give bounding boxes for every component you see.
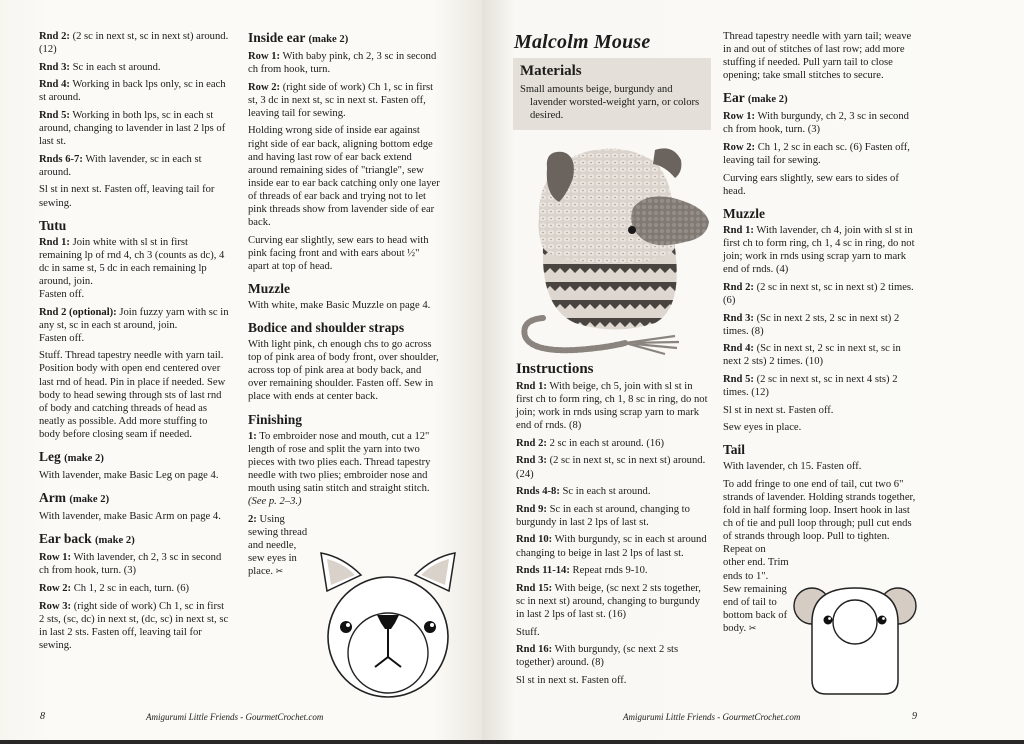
ear-back-row-1: Row 1: With lavender, ch 2, 3 sc in second ch from hook, turn. (3) — [39, 552, 222, 577]
left-footer: Amigurumi Little Friends - GourmetCrochet.com — [146, 712, 324, 722]
leg-text: With lavender, make Basic Leg on page 4. — [39, 470, 219, 482]
right-page-number: 9 — [912, 711, 917, 722]
materials-heading: Materials — [520, 63, 582, 79]
instruction-rnd-9: Rnd 9: Sc in each st around, changing to burgundy in last 2 lps of last st. — [516, 503, 690, 528]
mouse-face-diagram — [790, 582, 920, 700]
inside-ear-curving: Curving ear slightly, sew ears to head with pink facing front and with ears about ½" apart at top of head. — [248, 234, 429, 272]
right-footer: Amigurumi Little Friends - GourmetCrochet.com — [623, 712, 801, 722]
tutu-rnd-1: Rnd 1: Join white with sl st in first remaining lp of rnd 4, ch 3 (counts as dc), 4 dc in same st, 5 dc in each remaining lp around, join. Fasten off. — [39, 236, 225, 300]
materials-text: Small amounts beige, burgundy and lavender worsted-weight yarn, or colors desired. — [520, 84, 700, 121]
instruction-rnds-4-8: Rnds 4-8: Sc in each st around. — [516, 486, 651, 498]
ear-row-1: Row 1: With burgundy, ch 2, 3 sc in second ch from hook, turn. (3) — [723, 111, 909, 136]
page-bottom-edge — [0, 740, 1024, 744]
tail-line-1: With lavender, ch 15. Fasten off. — [723, 461, 862, 473]
finishing-step-2: 2: Using sewing thread and needle, sew eyes in place. ✂ — [248, 513, 308, 577]
section-heading-arm: Arm (make 2) — [39, 490, 110, 506]
section-heading-muzzle-right: Muzzle — [723, 205, 765, 221]
bodice-text: With light pink, ch enough chs to go across top of pink area of body front, over shoulder, across top of pink area at body back, and over remaining shoulder. Fasten off. Sew in place with ends at center back. — [248, 339, 439, 403]
section-heading-ear-back: Ear back (make 2) — [39, 531, 135, 547]
instruction-rnd-5: Rnd 5: Working in both lps, sc in each st around, changing to lavender in last 2 lps of last st. — [39, 109, 226, 148]
instruction-rnd-2: Rnd 2: 2 sc in each st around. (16) — [516, 437, 665, 449]
right-column-instructions — [516, 362, 710, 691]
section-heading-ear: Ear (make 2) — [723, 90, 788, 106]
instruction-rnd-3: Rnd 3: (2 sc in next st, sc in next st) around. (24) — [516, 455, 706, 480]
left-column-1 — [39, 30, 229, 656]
section-heading-muzzle: Muzzle — [248, 281, 290, 296]
muzzle-rnd-2: Rnd 2: (2 sc in next st, sc in next st) 2 times. (6) — [723, 281, 914, 306]
muzzle-rnd-5: Rnd 5: (2 sc in next st, sc in next 4 sts) 2 times. (12) — [723, 373, 898, 398]
ear-back-row-2: Row 2: Ch 1, 2 sc in each, turn. (6) — [39, 582, 190, 594]
muzzle-rnd-1: Rnd 1: With lavender, ch 4, join with sl st in first ch to form ring, ch 1, 4 sc in ring, do not join; work in rnds using scrap yarn to mark end of rnds. (4) — [723, 224, 915, 276]
instruction-rnd-1: Rnd 1: With beige, ch 5, join with sl st in first ch to form ring, ch 1, 8 sc in ring, do not join; work in rnds using scrap yarn to mark end of rnds. (8) — [516, 381, 708, 432]
pattern-title: Malcolm Mouse — [514, 31, 651, 53]
finishing-step-1: 1: To embroider nose and mouth, cut a 12" length of rose and split the yarn into two pieces with two plies each. Thread tapestry needle with two plies; embroider nose and mouth using satin stitch and straight stitch. (See p. 2–3.) — [248, 430, 431, 508]
muzzle-rnd-3: Rnd 3: (Sc in next 2 sts, 2 sc in next st) 2 times. (8) — [723, 312, 900, 337]
scissors-end-icon: ✂ — [748, 622, 757, 633]
tutu-stuff: Stuff. Thread tapestry needle with yarn tail. Position body with open end centered over last rnd of head. Pin in place if needed. Sew body to head sewing through sts of last rnd of body and catching threads of head as neatly as possible. Add more stuffing to body before closing seam if needed. — [39, 350, 226, 440]
thread-needle-text: Thread tapestry needle with yarn tail; weave in and out of stitches of last row; add more stuffing if needed. Pull yarn tail to close opening; take small stitches to secure. — [723, 31, 912, 82]
instruction-stuff: Stuff. — [516, 626, 540, 638]
instruction-rnd-2: Rnd 2: (2 sc in next st, sc in next st) around. (12) — [39, 31, 229, 56]
section-heading-bodice: Bodice and shoulder straps — [248, 320, 405, 336]
inside-ear-row-2: Row 2: (right side of work) Ch 1, sc in first st, 3 dc in next st, sc in next st. Fasten off, leaving tail for sewing. — [248, 81, 434, 119]
mouse-photo — [515, 138, 715, 363]
instruction-rnds-11-14: Rnds 11-14: Repeat rnds 9-10. — [516, 565, 648, 577]
arm-text: With lavender, make Basic Arm on page 4. — [39, 511, 221, 523]
muzzle-rnd-4: Rnd 4: (Sc in next st, 2 sc in next st, sc in next 2 sts) 2 times. (10) — [723, 343, 901, 368]
tail-repeat: Repeat on other end. Trim ends to 1". Sew remaining end of tail to bottom back of body. ✂ — [723, 544, 789, 634]
instruction-rnd-3: Rnd 3: Sc in each st around. — [39, 61, 161, 73]
instruction-rnds-6-7: Rnds 6-7: With lavender, sc in each st around. — [39, 153, 202, 178]
ear-row-2: Row 2: Ch 1, 2 sc in each sc. (6) Fasten off, leaving tail for sewing. — [723, 142, 910, 167]
tail-fringe: To add fringe to one end of tail, cut two 6" strands of lavender. Holding strands together, fold in half forming loop. Insert hook in last ch of tie and pull loop through; pull cut ends of strands through loop. Pull to tighten. — [723, 478, 916, 543]
instruction-rnd-15: Rnd 15: With beige, (sc next 2 sts together, sc in next st) around, changing to burgundy in last 2 lps of last st. (16) — [516, 582, 701, 620]
instruction-rnd-4: Rnd 4: Working in back lps only, sc in each st around. — [39, 79, 226, 104]
ear-curving: Curving ears slightly, sew ears to sides of head. — [723, 172, 899, 197]
instruction-rnd-16: Rnd 16: With burgundy, (sc next 2 sts together) around. (8) — [516, 644, 679, 669]
inside-ear-holding: Holding wrong side of inside ear against right side of ear back, aligning bottom edge and having last row of ear back extend around remaining sides of "triangle", sew inside ear to ear back catching only one layer of threads of ear back and trying not to let pink threads show from lavender side of ear back. — [248, 125, 440, 229]
muzzle-text: With white, make Basic Muzzle on page 4. — [248, 300, 431, 311]
instruction-fasten: Sl st in next st. Fasten off, leaving tail for sewing. — [39, 184, 215, 209]
section-heading-instructions: Instructions — [516, 361, 594, 377]
section-heading-finishing: Finishing — [248, 411, 303, 427]
left-page-number: 8 — [40, 711, 45, 722]
instruction-rnd-10: Rnd 10: With burgundy, sc in each st around changing to beige in last 2 lps of last st. — [516, 534, 707, 559]
scissors-end-icon: ✂ — [275, 566, 284, 576]
section-heading-leg: Leg (make 2) — [39, 449, 104, 465]
section-heading-inside-ear: Inside ear (make 2) — [248, 30, 349, 45]
section-heading-tail: Tail — [723, 442, 746, 458]
instruction-fasten-off: Sl st in next st. Fasten off. — [516, 674, 627, 686]
muzzle-eyes: Sew eyes in place. — [723, 422, 802, 434]
tutu-rnd-2: Rnd 2 (optional): Join fuzzy yarn with sc in any st, sc in each st around, join. Fasten off. — [39, 306, 229, 344]
section-heading-tutu: Tutu — [39, 217, 67, 233]
cat-face-diagram — [313, 545, 463, 705]
inside-ear-row-1: Row 1: With baby pink, ch 2, 3 sc in second ch from hook, turn. — [248, 51, 437, 76]
ear-back-row-3: Row 3: (right side of work) Ch 1, sc in first 2 sts, (sc, dc) in next st, (dc, sc) in next st, sc in last 2 sts. Fasten off, leaving tail for sewing. — [39, 600, 229, 651]
right-column-4 — [723, 30, 918, 639]
muzzle-slst: Sl st in next st. Fasten off. — [723, 404, 834, 416]
materials-box — [513, 58, 711, 130]
left-column-2 — [248, 30, 440, 583]
